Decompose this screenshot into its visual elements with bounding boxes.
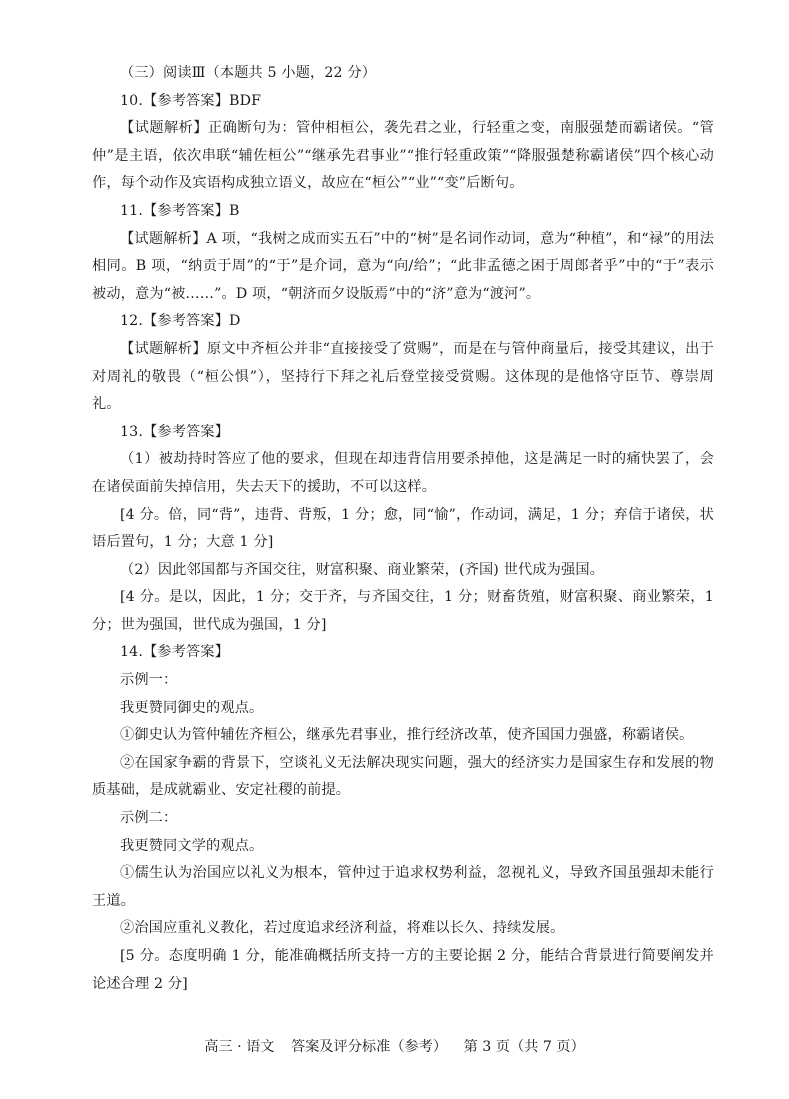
page-content <box>92 60 714 998</box>
q14-example2-label: 示例二： <box>120 810 178 827</box>
q12-answer: 12.【参考答案】D <box>120 313 241 330</box>
q14-example2-point2: ②治国应重礼义教化，若过度追求经济利益，将难以长久、持续发展。 <box>120 920 565 937</box>
q14-score: [5 分。态度明确 1 分，能准确概括所支持一方的主要论据 2 分，能结合背景进行简要阐发并论述合理 2 分] <box>92 948 714 992</box>
q13-score-1: [4 分。倍，同“背”，违背、背叛，1 分；愈，同“愉”，作动词，满足，1 分；弃信于诸侯，状语后置句，1 分；大意 1 分] <box>92 506 714 551</box>
q14-example2-stance: 我更赞同文学的观点。 <box>120 837 264 854</box>
q10-analysis: 【试题解析】正确断句为：管仲相桓公，袭先君之业，行轻重之变，南服强楚而霸诸侯。“管仲”是主语，依次串联“辅佐桓公”“继承先君事业”“推行轻重政策”“降服强楚称霸诸侯”四个核心动作，每个动作及宾语构成独立语义，故应在“桓公”“业”“变”后断句。 <box>92 120 714 192</box>
q14-answer: 14.【参考答案】 <box>120 644 230 661</box>
footer-page-info: 第 3 页（共 7 页） <box>463 1039 585 1055</box>
q11-analysis: 【试题解析】A 项，“我树之成而实五石”中的“树”是名词作动词，意为“种植”，和“禄”的用法相同。B 项，“纳贡于周”的“于”是介词，意为“向/给”；“此非孟德之困于周郎者乎”中的“于”表示被动，意为“被……”。D 项，“朝济而夕设版焉”中的“济”意为“渡河”。 <box>92 230 714 302</box>
footer-subject: 高三 · 语文 <box>204 1039 275 1055</box>
section-title: （三）阅读Ⅲ（本题共 5 小题，22 分） <box>120 65 377 81</box>
q14-example1-point2: ②在国家争霸的背景下，空谈礼义无法解决现实问题，强大的经济实力是国家生存和发展的物质基础，是成就霸业、安定社稷的前提。 <box>92 754 714 799</box>
q10-answer: 10.【参考答案】BDF <box>120 92 262 109</box>
q13-item-2: （2）因此邻国都与齐国交往，财富积聚、商业繁荣，(齐国) 世代成为强国。 <box>120 561 605 578</box>
q13-item-1: （1）被劫持时答应了他的要求，但现在却违背信用要杀掉他，这是满足一时的痛快罢了，会在诸侯面前失掉信用，失去天下的援助，不可以这样。 <box>92 451 714 495</box>
page-footer <box>0 1037 789 1057</box>
q13-answer: 13.【参考答案】 <box>120 423 230 440</box>
q11-answer: 11.【参考答案】B <box>120 202 240 219</box>
q14-example2-point1: ①儒生认为治国应以礼义为根本，管仲过于追求权势利益，忽视礼义，导致齐国虽强却未能行王道。 <box>92 865 714 909</box>
q12-analysis: 【试题解析】原文中齐桓公并非“直接接受了赏赐”，而是在与管仲商量后，接受其建议，出于对周礼的敬畏（“桓公惧”），坚持行下拜之礼后登堂接受赏赐。这体现的是他恪守臣节、尊崇周礼。 <box>92 340 714 413</box>
footer-doc-title: 答案及评分标准（参考） <box>290 1039 448 1055</box>
q13-score-2: [4 分。是以，因此，1 分；交于齐，与齐国交往，1 分；财畜货殖，财富积聚、商业繁荣，1 分；世为强国，世代成为强国，1 分] <box>92 589 714 633</box>
q14-example1-stance: 我更赞同御史的观点。 <box>120 699 264 716</box>
q14-example1-point1: ①御史认为管仲辅佐齐桓公，继承先君事业，推行经济改革，使齐国国力强盛，称霸诸侯。 <box>120 727 694 744</box>
q14-example1-label: 示例一： <box>120 672 178 689</box>
